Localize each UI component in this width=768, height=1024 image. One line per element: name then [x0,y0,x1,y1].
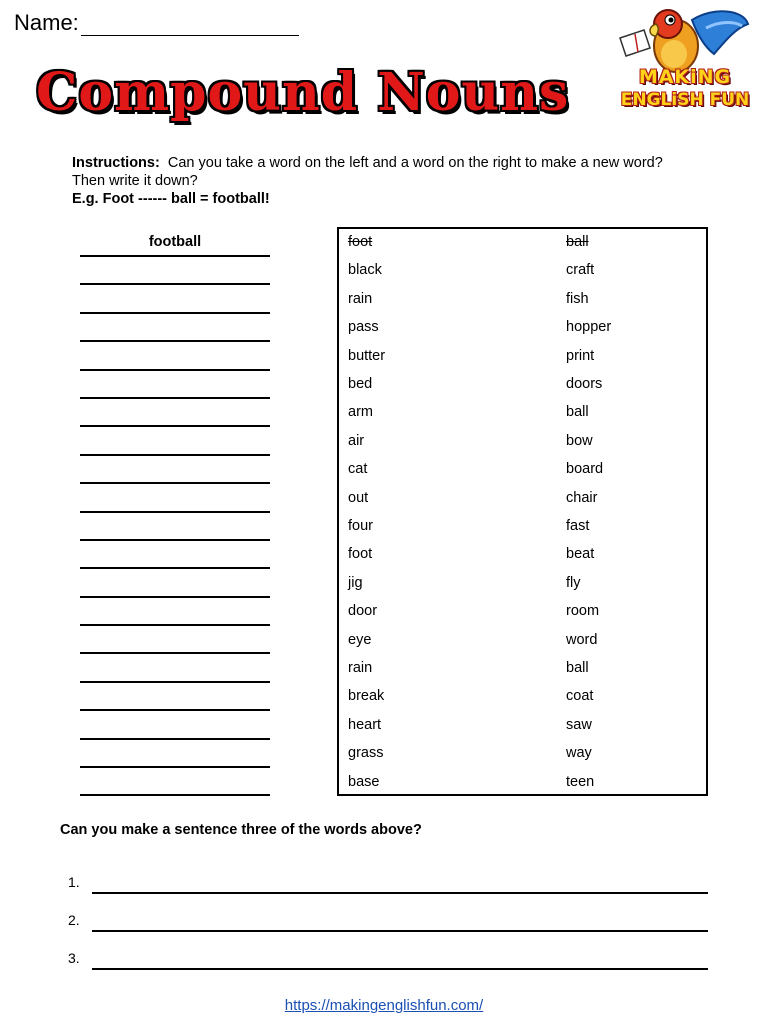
logo-text-making: MAKiNG [638,66,732,88]
left-word: eye [348,631,372,648]
answer-blank-line[interactable] [80,371,270,399]
left-word: grass [348,745,384,762]
name-field[interactable] [14,10,299,36]
word-pair-row [339,262,706,282]
word-box [337,227,708,796]
left-word: rain [348,660,373,676]
instructions-text [72,154,692,190]
left-word: break [348,688,385,705]
right-word: hopper [566,319,612,336]
left-word: heart [348,716,382,733]
word-pair-row [339,461,706,481]
answer-blank-line[interactable] [80,399,270,427]
sentence-rule[interactable] [92,892,708,894]
right-word: ball [566,404,589,421]
answer-blank-line[interactable] [80,740,270,768]
answer-blank-line[interactable] [80,683,270,711]
answer-blank-line[interactable] [80,569,270,597]
left-word: foot [348,234,373,250]
right-word: doors [566,376,603,392]
word-pair-row [339,546,706,566]
answer-blank-line[interactable] [80,456,270,484]
word-pair-row [339,319,706,339]
left-word: base [348,773,380,790]
word-pair-row [339,291,706,311]
answer-blank-line[interactable] [80,711,270,739]
left-word: pass [348,319,379,336]
word-pair-row [339,404,706,424]
word-pair-row [339,433,706,453]
left-word: butter [348,347,386,364]
right-word: board [566,461,604,478]
answer-blank-line[interactable] [80,427,270,455]
sentence-line-3[interactable] [68,950,708,972]
word-pair-row [339,234,706,254]
left-word: foot [348,546,373,563]
word-pair-row [339,660,706,680]
answer-blank-line[interactable] [80,626,270,654]
word-pair-row [339,717,706,737]
sentence-rule[interactable] [92,968,708,970]
sentence-number: 3. [68,950,80,966]
right-word: fly [566,574,581,591]
instructions-example: E.g. Foot ------ ball = football! [72,191,270,207]
word-pair-row [339,348,706,368]
left-word: black [348,262,382,279]
left-word: four [348,518,373,534]
sentence-number: 2. [68,912,80,928]
right-word: fish [566,290,589,307]
right-word: print [566,347,595,364]
answer-blank-line[interactable] [80,541,270,569]
answer-blank-line[interactable] [80,314,270,342]
word-pair-row [339,688,706,708]
right-word: room [566,603,600,620]
answer-blank-line[interactable] [80,342,270,370]
word-pair-row [339,632,706,652]
right-word: craft [566,262,595,279]
right-word: bow [566,432,593,449]
answer-column [80,233,270,796]
word-pair-row [339,603,706,623]
left-word: door [348,603,378,620]
right-word: way [566,745,592,762]
right-word: saw [566,716,592,733]
instructions-block [72,154,692,208]
instructions-label: Instructions: [72,155,160,171]
right-word: word [566,631,598,648]
left-word: jig [348,574,363,591]
word-pair-row [339,774,706,794]
answer-example: football [80,233,270,257]
answer-blank-line[interactable] [80,285,270,313]
word-pair-row [339,745,706,765]
website-link[interactable]: https://makingenglishfun.com/ [284,997,484,1014]
word-pair-row [339,490,706,510]
sentence-line-1[interactable] [68,874,708,896]
right-word: coat [566,688,594,705]
left-word: air [348,432,365,449]
left-word: bed [348,376,373,392]
logo-text-english-fun: ENGLiSH FUN [620,90,750,110]
name-blank-line[interactable] [81,15,299,36]
right-word: beat [566,546,595,563]
name-label: Name: [14,10,79,35]
left-word: rain [348,290,373,307]
instructions-body: Can you take a word on the left and a word on the right to make a new word? Then write it down? [72,155,663,189]
answer-blank-line[interactable] [80,257,270,285]
sentence-rule[interactable] [92,930,708,932]
word-pair-row [339,518,706,538]
answer-blank-line[interactable] [80,768,270,796]
left-word: out [348,489,369,506]
right-word: ball [566,660,589,676]
right-word: fast [566,518,590,534]
answer-blank-line[interactable] [80,513,270,541]
left-word: arm [348,404,373,421]
sentence-prompt: Can you make a sentence three of the words above? [60,822,422,838]
answer-blank-line[interactable] [80,654,270,682]
sentence-number: 1. [68,874,80,890]
right-word: ball [566,234,589,250]
answer-blank-line[interactable] [80,598,270,626]
right-word: teen [566,773,595,790]
right-word: chair [566,489,598,506]
left-word: cat [348,461,368,478]
page-title: Compound Nouns [36,62,570,123]
footer [0,997,768,1014]
making-english-fun-logo [614,6,756,122]
sentence-line-2[interactable] [68,912,708,934]
word-pair-row [339,376,706,396]
answer-blank-line[interactable] [80,484,270,512]
word-pair-row [339,575,706,595]
